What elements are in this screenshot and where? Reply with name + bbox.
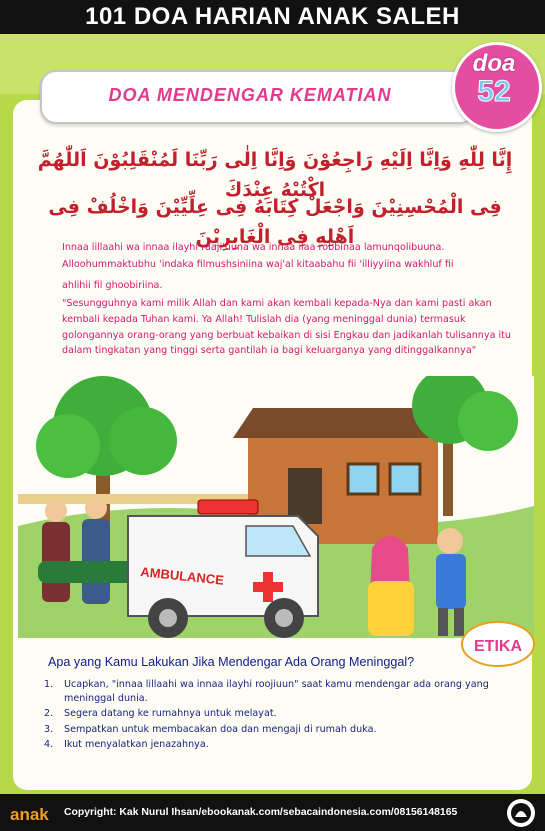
badge-label: doa [472, 50, 516, 77]
list-item-text: Sempatkan untuk membacakan doa dan mengaji di rumah duka. [64, 723, 377, 735]
translation-text: "Sesungguhnya kami milik Allah dan kami akan kembali kepada-Nya dan kami pasti akan kembali kepada Tuhan kami. Ya Allah! Tulislah dia (yang meninggal dunia) termasuk golongannya orang-orang yang berbuat kebaikan di sisi Engkau dan jadikanlah tulisannya itu dalam tingkatan yang tinggi serta gantilah ia bagi keluarganya yang ditinggalkannya" [62, 298, 511, 357]
list-item-text: Segera datang ke rumahnya untuk melayat. [64, 708, 277, 719]
list-item [44, 723, 524, 737]
logo-text: anak [10, 805, 49, 824]
arabic-line-1: إِنَّا لِلّٰهِ وَاِنَّا اِلَيْهِ رَاجِعُوْنَ وَاِنَّا اِلٰى رَبِّنَا لَمُنْقَلِبُوْنَ اَللّٰهُمَّ اكْتُبْهُ عِنْدَكَ [37, 149, 513, 201]
publisher-seal-icon [505, 797, 537, 829]
etiquette-list [44, 678, 524, 754]
badge-number: 52 [477, 75, 511, 108]
list-item [44, 738, 524, 752]
transliteration-line-2: Alloohummaktubhu 'indaka filmushsiniina waj'al kitaabahu fii 'illiyyiina wakhluf fii [62, 259, 454, 270]
copyright-text: Copyright: Kak Nurul Ihsan/ebookanak.com/sebacaindonesia.com/08156148165 [64, 807, 458, 818]
ambulance-label: AMBULANCE [139, 564, 225, 588]
list-item-number: 2. [44, 708, 54, 719]
list-item-text: Ikut menyalatkan jenazahnya. [64, 739, 209, 750]
doa-title: DOA MENDENGAR KEMATIAN [108, 85, 392, 105]
list-item-number: 4. [44, 739, 54, 750]
transliteration-line-1: Innaa lillaahi wa innaa ilayhi raaji'uuna wa innaa ilaa robbinaa lamunqolibuuna. [62, 242, 445, 253]
etika-label: ETIKA [474, 638, 522, 655]
transliteration-line-3: ahlihii fil ghoobiriina. [62, 280, 163, 291]
list-item [44, 707, 524, 721]
etika-badge-icon [458, 610, 538, 672]
arabic-line-2: فِى الْمُحْسِنِيْنَ وَاجْعَلْ كِتَابَهُ فِى عِلِّيِّيْنَ وَاخْلُفْ فِى اَهْلِهِ فِى الْغَابِرِيْنَ [48, 196, 502, 248]
list-item-number: 3. [44, 723, 54, 735]
book-title: 101 DOA HARIAN ANAK SALEH [0, 0, 545, 34]
anak-logo-icon [8, 798, 60, 826]
list-item-number: 1. [44, 679, 54, 690]
funeral-illustration [18, 376, 534, 638]
etiquette-question: Apa yang Kamu Lakukan Jika Mendengar Ada Orang Meninggal? [48, 655, 415, 669]
list-item-text: Ucapkan, "innaa lillaahi wa innaa ilayhi roojiuun" saat kamu mendengar ada orang yang meninggal dunia. [64, 679, 489, 704]
list-item [44, 678, 524, 705]
